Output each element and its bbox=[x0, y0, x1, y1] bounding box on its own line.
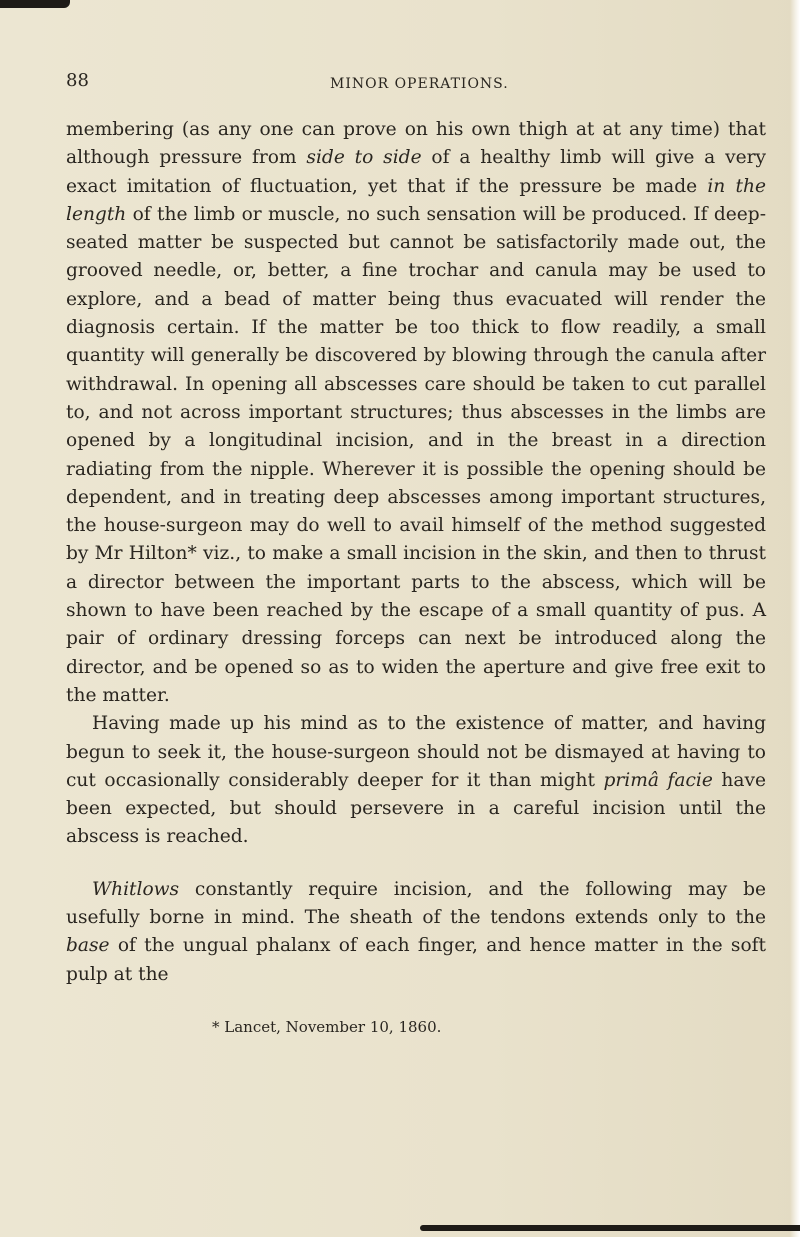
emphasis: in the length bbox=[66, 175, 766, 225]
paragraph-1: membering (as any one can prove on his own thigh at at any time) that although pressure from side to side of a healthy limb will give a very exact imitation of fluctuation, yet that if the pressure be made in the length of the limb or muscle, no such sensation will be produced. If deep-seated matter be suspected but cannot be satisfactorily made out, the grooved needle, or, better, a fine trochar and canula may be used to explore, and a bead of matter being thus evacuated will render the diagnosis certain. If the matter be too thick to flow readily, a small quantity will generally be discovered by blowing through the canula after withdrawal. In opening all abscesses care should be taken to cut parallel to, and not across important structures; thus abscesses in the limbs are opened by a longitudinal incision, and in the breast in a direction radiating from the nipple. Wherever it is possible the opening should be dependent, and in treating deep abscesses among important structures, the house-surgeon may do well to avail himself of the method suggested by Mr Hilton* viz., to make a small incision in the skin, and then to thrust a director between the important parts to the abscess, which will be shown to have been reached by the escape of a small quantity of pus. A pair of ordinary dressing forceps can next be introduced along the director, and be opened so as to widen the aperture and give free exit to the matter. bbox=[66, 119, 767, 706]
page-edge bbox=[790, 0, 800, 1237]
running-head: MINOR OPERATIONS. bbox=[330, 76, 509, 92]
paragraph-3: Whitlows constantly require incision, and the following may be usefully borne in mind. The sheath of the tendons extends only to the base of the ungual phalanx of each finger, and hence matter in the soft pulp at the bbox=[66, 878, 766, 985]
body-text bbox=[66, 116, 766, 989]
emphasis: base bbox=[66, 935, 110, 957]
emphasis: side to side bbox=[306, 147, 422, 169]
emphasis: Whitlows bbox=[92, 878, 180, 900]
paragraph-2: Having made up his mind as to the existence of matter, and having begun to seek it, the house-surgeon should not be dismayed at having to cut occasionally considerably deeper for it than might primâ facie have been expected, but should persevere in a careful incision until the abscess is reached. bbox=[66, 713, 766, 848]
emphasis: primâ facie bbox=[603, 769, 713, 791]
page-bottom-shadow bbox=[420, 1225, 800, 1231]
page-header bbox=[66, 70, 766, 100]
footnote: * Lancet, November 10, 1860. bbox=[212, 1018, 442, 1036]
binding-shadow bbox=[0, 0, 70, 8]
page-number: 88 bbox=[66, 70, 89, 91]
